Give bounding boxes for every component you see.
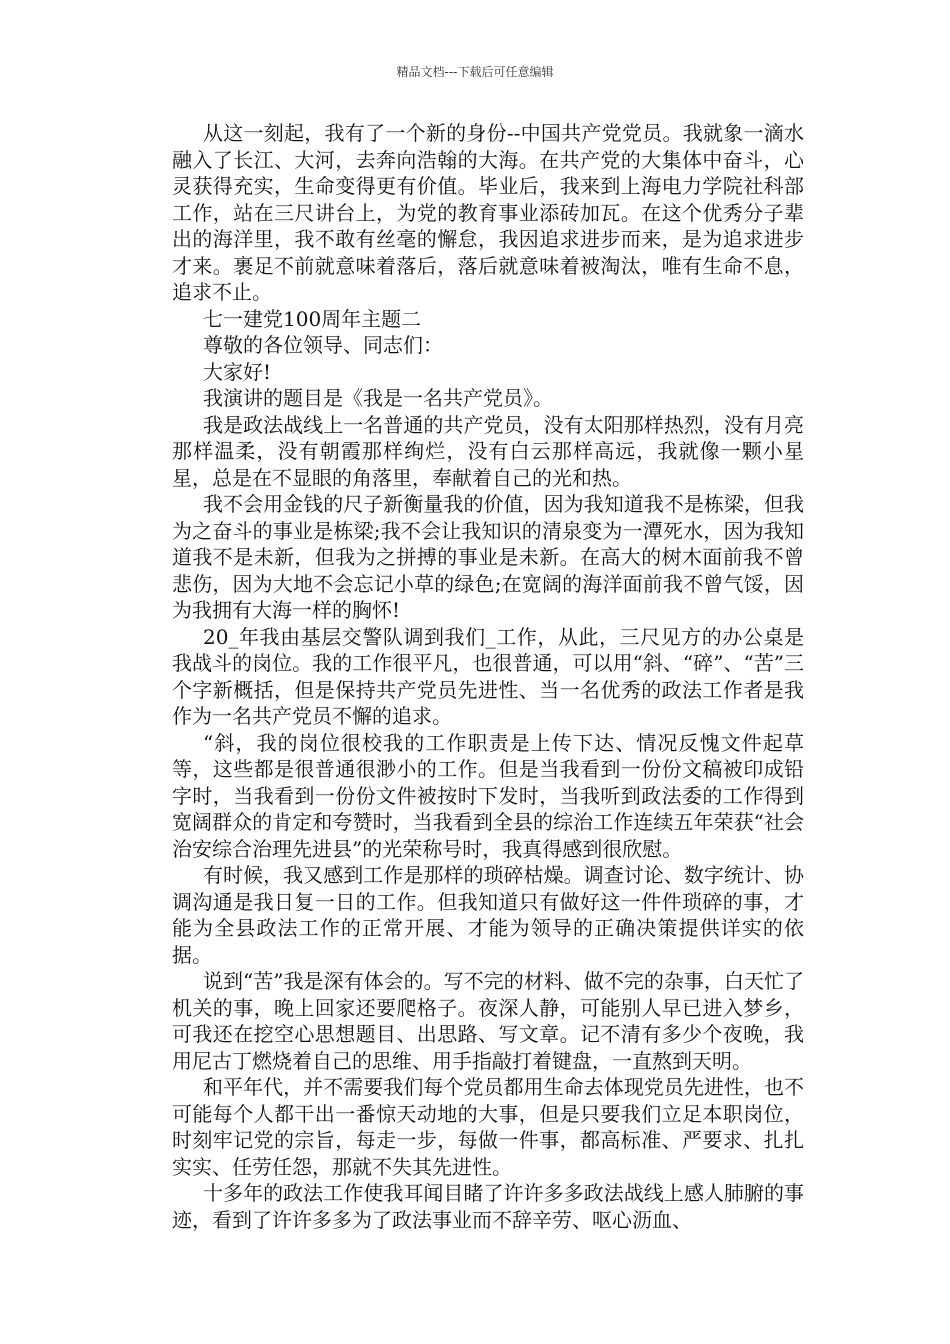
greeting: 大家好!: [203, 359, 272, 384]
section-title: 七一建党100周年主题二: [203, 306, 422, 331]
paragraph: 我不会用金钱的尺子新衡量我的价值，因为我知道我不是栋梁，但我为之奋斗的事业是栋梁;我不会让我知识的清泉变为一潭死水，因为我知道我不是未新，但我为之拼搏的事业是未新。在高大的树木面前我不曾悲伤，因为大地不会忘记小草的绿色;在宽阔的海洋面前我不曾气馁，因为我拥有大海一样的胸怀!: [172, 492, 804, 622]
page-header: 精品文档---下载后可任意编辑: [396, 65, 554, 79]
paragraph: 我是政法战线上一名普通的共产党员，没有太阳那样热烈，没有月亮那样温柔，没有朝霞那样绚烂，没有白云那样高远，我就像一颗小星星，总是在不显眼的角落里，奉献着自己的光和热。: [172, 412, 804, 490]
paragraph: 20_年我由基层交警队调到我们_工作，从此，三尺见方的办公桌是我战斗的岗位。我的工作很平凡，也很普通，可以用“斜、“碎”、“苦”三个字新概括，但是保持共产党员先进性、当一名优秀的政法工作者是我作为一名共产党员不懈的追求。: [172, 624, 804, 728]
paragraph: 和平年代，并不需要我们每个党员都用生命去体现党员先进性，也不可能每个人都干出一番惊天动地的大事，但是只要我们立足本职岗位，时刻牢记党的宗旨，每走一步，每做一件事，都高标准、严要求、扎扎实实、任劳任怨，那就不失其先进性。: [172, 1075, 804, 1179]
document-body: [172, 120, 804, 1233]
paragraph: 十多年的政法工作使我耳闻目睹了许许多多政法战线上感人肺腑的事迹，看到了许许多多为了政法事业而不辞辛劳、呕心沥血、: [172, 1181, 804, 1232]
speech-title-line: 我演讲的题目是《我是一名共产党员》。: [203, 386, 553, 410]
paragraph: “斜，我的岗位很校我的工作职责是上传下达、情况反愧文件起草等，这些都是很普通很渺小的工作。但是当我看到一份份文稿被印成铅字时，当我看到一份份文件被按时下发时，当我听到政法委的工作得到宽阔群众的肯定和夸赞时，当我看到全县的综治工作连续五年荣获“社会治安综合治理先进县”的光荣称号时，我真得感到很欣慰。: [172, 730, 804, 861]
salutation: 尊敬的各位领导、同志们：: [203, 333, 443, 357]
paragraph: 有时候，我又感到工作是那样的琐碎枯燥。调查讨论、数字统计、协调沟通是我日复一日的工作。但我知道只有做好这一件件琐碎的事，才能为全县政法工作的正常开展、才能为领导的正确决策提供详实的依据。: [172, 863, 804, 967]
paragraph: 从这一刻起，我有了一个新的身份--中国共产党党员。我就象一滴水融入了长江、大河，去奔向浩翰的大海。在共产党的大集体中奋斗，心灵获得充实，生命变得更有价值。毕业后，我来到上海电力学院社科部工作，站在三尺讲台上，为党的教育事业添砖加瓦。在这个优秀分子辈出的海洋里，我不敢有丝毫的懈怠，我因追求进步而来，是为追求进步才来。裹足不前就意味着落后，落后就意味着被淘汰，唯有生命不息，追求不止。: [172, 121, 804, 304]
paragraph: 说到“苦”我是深有体会的。写不完的材料、做不完的杂事，白天忙了机关的事，晚上回家还要爬格子。夜深人静，可能别人早已进入梦乡，可我还在挖空心思想题目、出思路、写文章。记不清有多少个夜晚，我用尼古丁燃烧着自己的思维、用手指敲打着键盘，一直熬到天明。: [172, 969, 804, 1073]
